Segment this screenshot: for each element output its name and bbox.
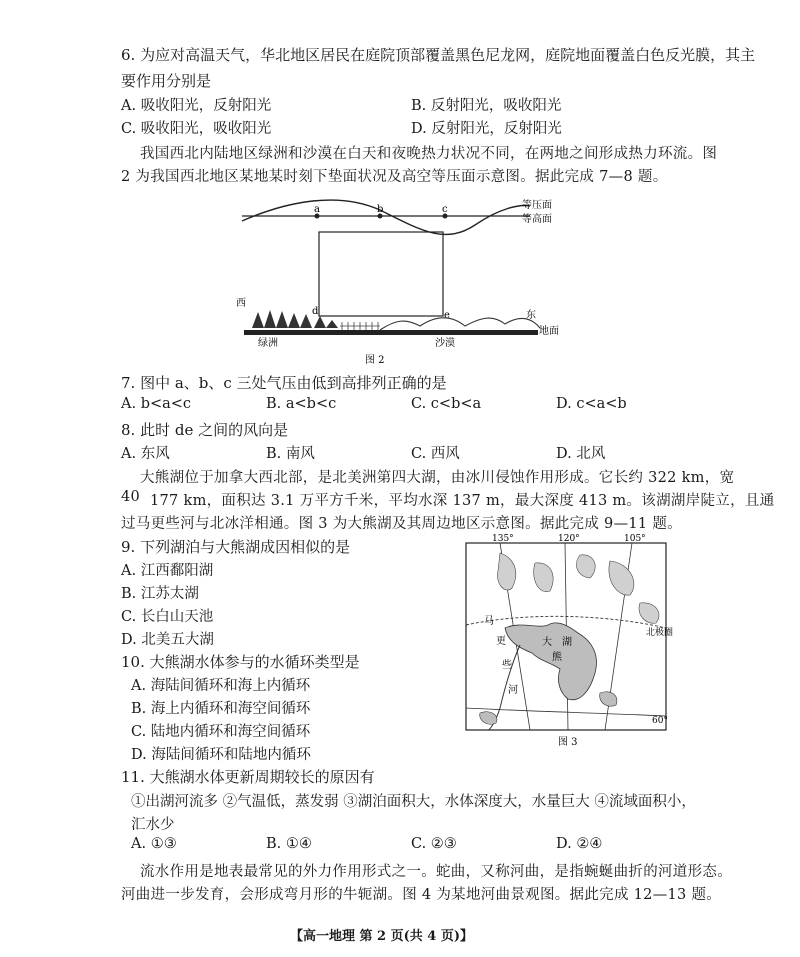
q6-option-a: A. 吸收阳光，反射阳光 xyxy=(121,98,272,114)
q11-option-b: B. ①④ xyxy=(266,836,312,852)
q11-option-d: D. ②④ xyxy=(556,836,603,852)
lon-120-label: 120° xyxy=(558,534,580,544)
q8-option-b: B. 南风 xyxy=(266,446,315,462)
q8-option-a: A. 东风 xyxy=(121,446,170,462)
q9-stem: 9. 下列湖泊与大熊湖成因相似的是 xyxy=(121,538,351,556)
q7-option-d: D. c<a<b xyxy=(556,396,627,412)
q6-stem-line1: 6. 为应对高温天气，华北地区居民在庭院顶部覆盖黑色尼龙网，庭院地面覆盖白色反光膜，其主 xyxy=(121,46,756,64)
oasis-trees xyxy=(252,310,338,328)
intro-7-8-line2: 2 为我国西北地区某地某时刻下垫面状况及高空等压面示意图。据此完成 7—8 题。 xyxy=(121,169,668,185)
q6-option-b: B. 反射阳光，吸收阳光 xyxy=(411,98,562,114)
intro-9-11-line3: 过马更些河与北冰洋相通。图 3 为大熊湖及其周边地区示意图。据此完成 9—11 题。 xyxy=(121,516,682,532)
q8-option-c: C. 西风 xyxy=(411,446,460,462)
q8-stem: 8. 此时 de 之间的风向是 xyxy=(121,421,289,439)
label-e: e xyxy=(444,310,450,321)
q7-option-a: A. b<a<c xyxy=(121,396,192,412)
fence xyxy=(340,322,380,330)
map-char-hu: 湖 xyxy=(562,637,572,648)
isobar-label: 等压面 xyxy=(522,200,552,211)
label-c: c xyxy=(442,204,448,215)
page-footer: 【高一地理 第 2 页(共 4 页)】 xyxy=(290,929,474,944)
desert-label: 沙漠 xyxy=(435,338,455,349)
q6-stem-line2: 要作用分别是 xyxy=(121,72,212,90)
map-char-xiong: 熊 xyxy=(552,652,562,663)
figure-2 xyxy=(230,190,570,368)
q6-option-d: D. 反射阳光，反射阳光 xyxy=(411,121,562,137)
q11-option-a: A. ①③ xyxy=(131,836,177,852)
west-label: 西 xyxy=(236,298,246,309)
lon-135-label: 135° xyxy=(492,534,514,544)
map-char-he: 河 xyxy=(508,685,518,696)
label-b: b xyxy=(377,204,384,215)
label-d: d xyxy=(312,306,319,317)
circulation-box xyxy=(319,232,443,316)
q10-option-c: C. 陆地内循环和海空间循环 xyxy=(131,724,311,740)
figure-3-map xyxy=(460,533,682,755)
q11-choices-line1: ①出湖河流多 ②气温低，蒸发弱 ③湖泊面积大，水体深度大，水量巨大 ④流域面积小， xyxy=(131,794,696,810)
q7-option-c: C. c<b<a xyxy=(411,396,482,412)
label-a: a xyxy=(314,204,320,215)
intro-12-13-line1: 流水作用是地表最常见的外力作用形式之一。蛇曲，又称河曲，是指蜿蜒曲折的河道形态。 xyxy=(140,864,732,880)
q9-option-a: A. 江西鄱阳湖 xyxy=(121,563,214,579)
q11-option-c: C. ②③ xyxy=(411,836,457,852)
intro-9-11-line2-prefix: 40 xyxy=(121,489,141,505)
map-char-da: 大 xyxy=(542,637,552,648)
q10-option-b: B. 海上内循环和海空间循环 xyxy=(131,701,311,717)
lat-60-label: 60° xyxy=(652,716,668,726)
map-char-xie: 些 xyxy=(502,660,512,671)
arctic-circle-label: 北极圈 xyxy=(646,628,674,638)
figure3-caption: 图 3 xyxy=(558,737,578,748)
east-label: 东 xyxy=(526,310,536,321)
map-char-ma: 马 xyxy=(484,616,494,627)
intro-7-8-line1: 我国西北内陆地区绿洲和沙漠在白天和夜晚热力状况不同，在两地之间形成热力环流。图 xyxy=(140,146,718,162)
ground-line xyxy=(244,330,538,335)
q10-option-a: A. 海陆间循环和海上内循环 xyxy=(131,678,311,694)
q11-choices-line2: 汇水少 xyxy=(131,817,175,833)
map-char-geng: 更 xyxy=(496,636,506,647)
intro-9-11-line1: 大熊湖位于加拿大西北部，是北美洲第四大湖，由冰川侵蚀作用形成。它长约 322 km，宽 xyxy=(140,470,735,486)
q6-option-c: C. 吸收阳光，吸收阳光 xyxy=(121,121,272,137)
q9-option-b: B. 江苏太湖 xyxy=(121,586,199,602)
q10-stem: 10. 大熊湖水体参与的水循环类型是 xyxy=(121,653,360,671)
q9-option-d: D. 北美五大湖 xyxy=(121,632,214,648)
intro-12-13-line2: 河曲进一步发育，会形成弯月形的牛轭湖。图 4 为某地河曲景观图。据此完成 12—13 题。 xyxy=(121,887,722,903)
isobar-curve xyxy=(242,200,530,234)
isoheight-label: 等高面 xyxy=(522,214,552,225)
ground-label: 地面 xyxy=(539,326,559,337)
q9-option-c: C. 长白山天池 xyxy=(121,609,214,625)
q10-option-d: D. 海陆间循环和陆地内循环 xyxy=(131,747,311,763)
q7-stem: 7. 图中 a、b、c 三处气压由低到高排列正确的是 xyxy=(121,374,447,392)
intro-9-11-line2: 177 km，面积达 3.1 万平方千米，平均水深 137 m，最大深度 413 m。该湖湖岸陡立，且通 xyxy=(150,493,775,509)
lon-105-label: 105° xyxy=(624,534,646,544)
oasis-label: 绿洲 xyxy=(258,338,278,349)
figure2-caption: 图 2 xyxy=(365,355,385,366)
q11-stem: 11. 大熊湖水体更新周期较长的原因有 xyxy=(121,768,375,786)
q7-option-b: B. a<b<c xyxy=(266,396,337,412)
q8-option-d: D. 北风 xyxy=(556,446,606,462)
desert-dunes xyxy=(380,318,540,330)
